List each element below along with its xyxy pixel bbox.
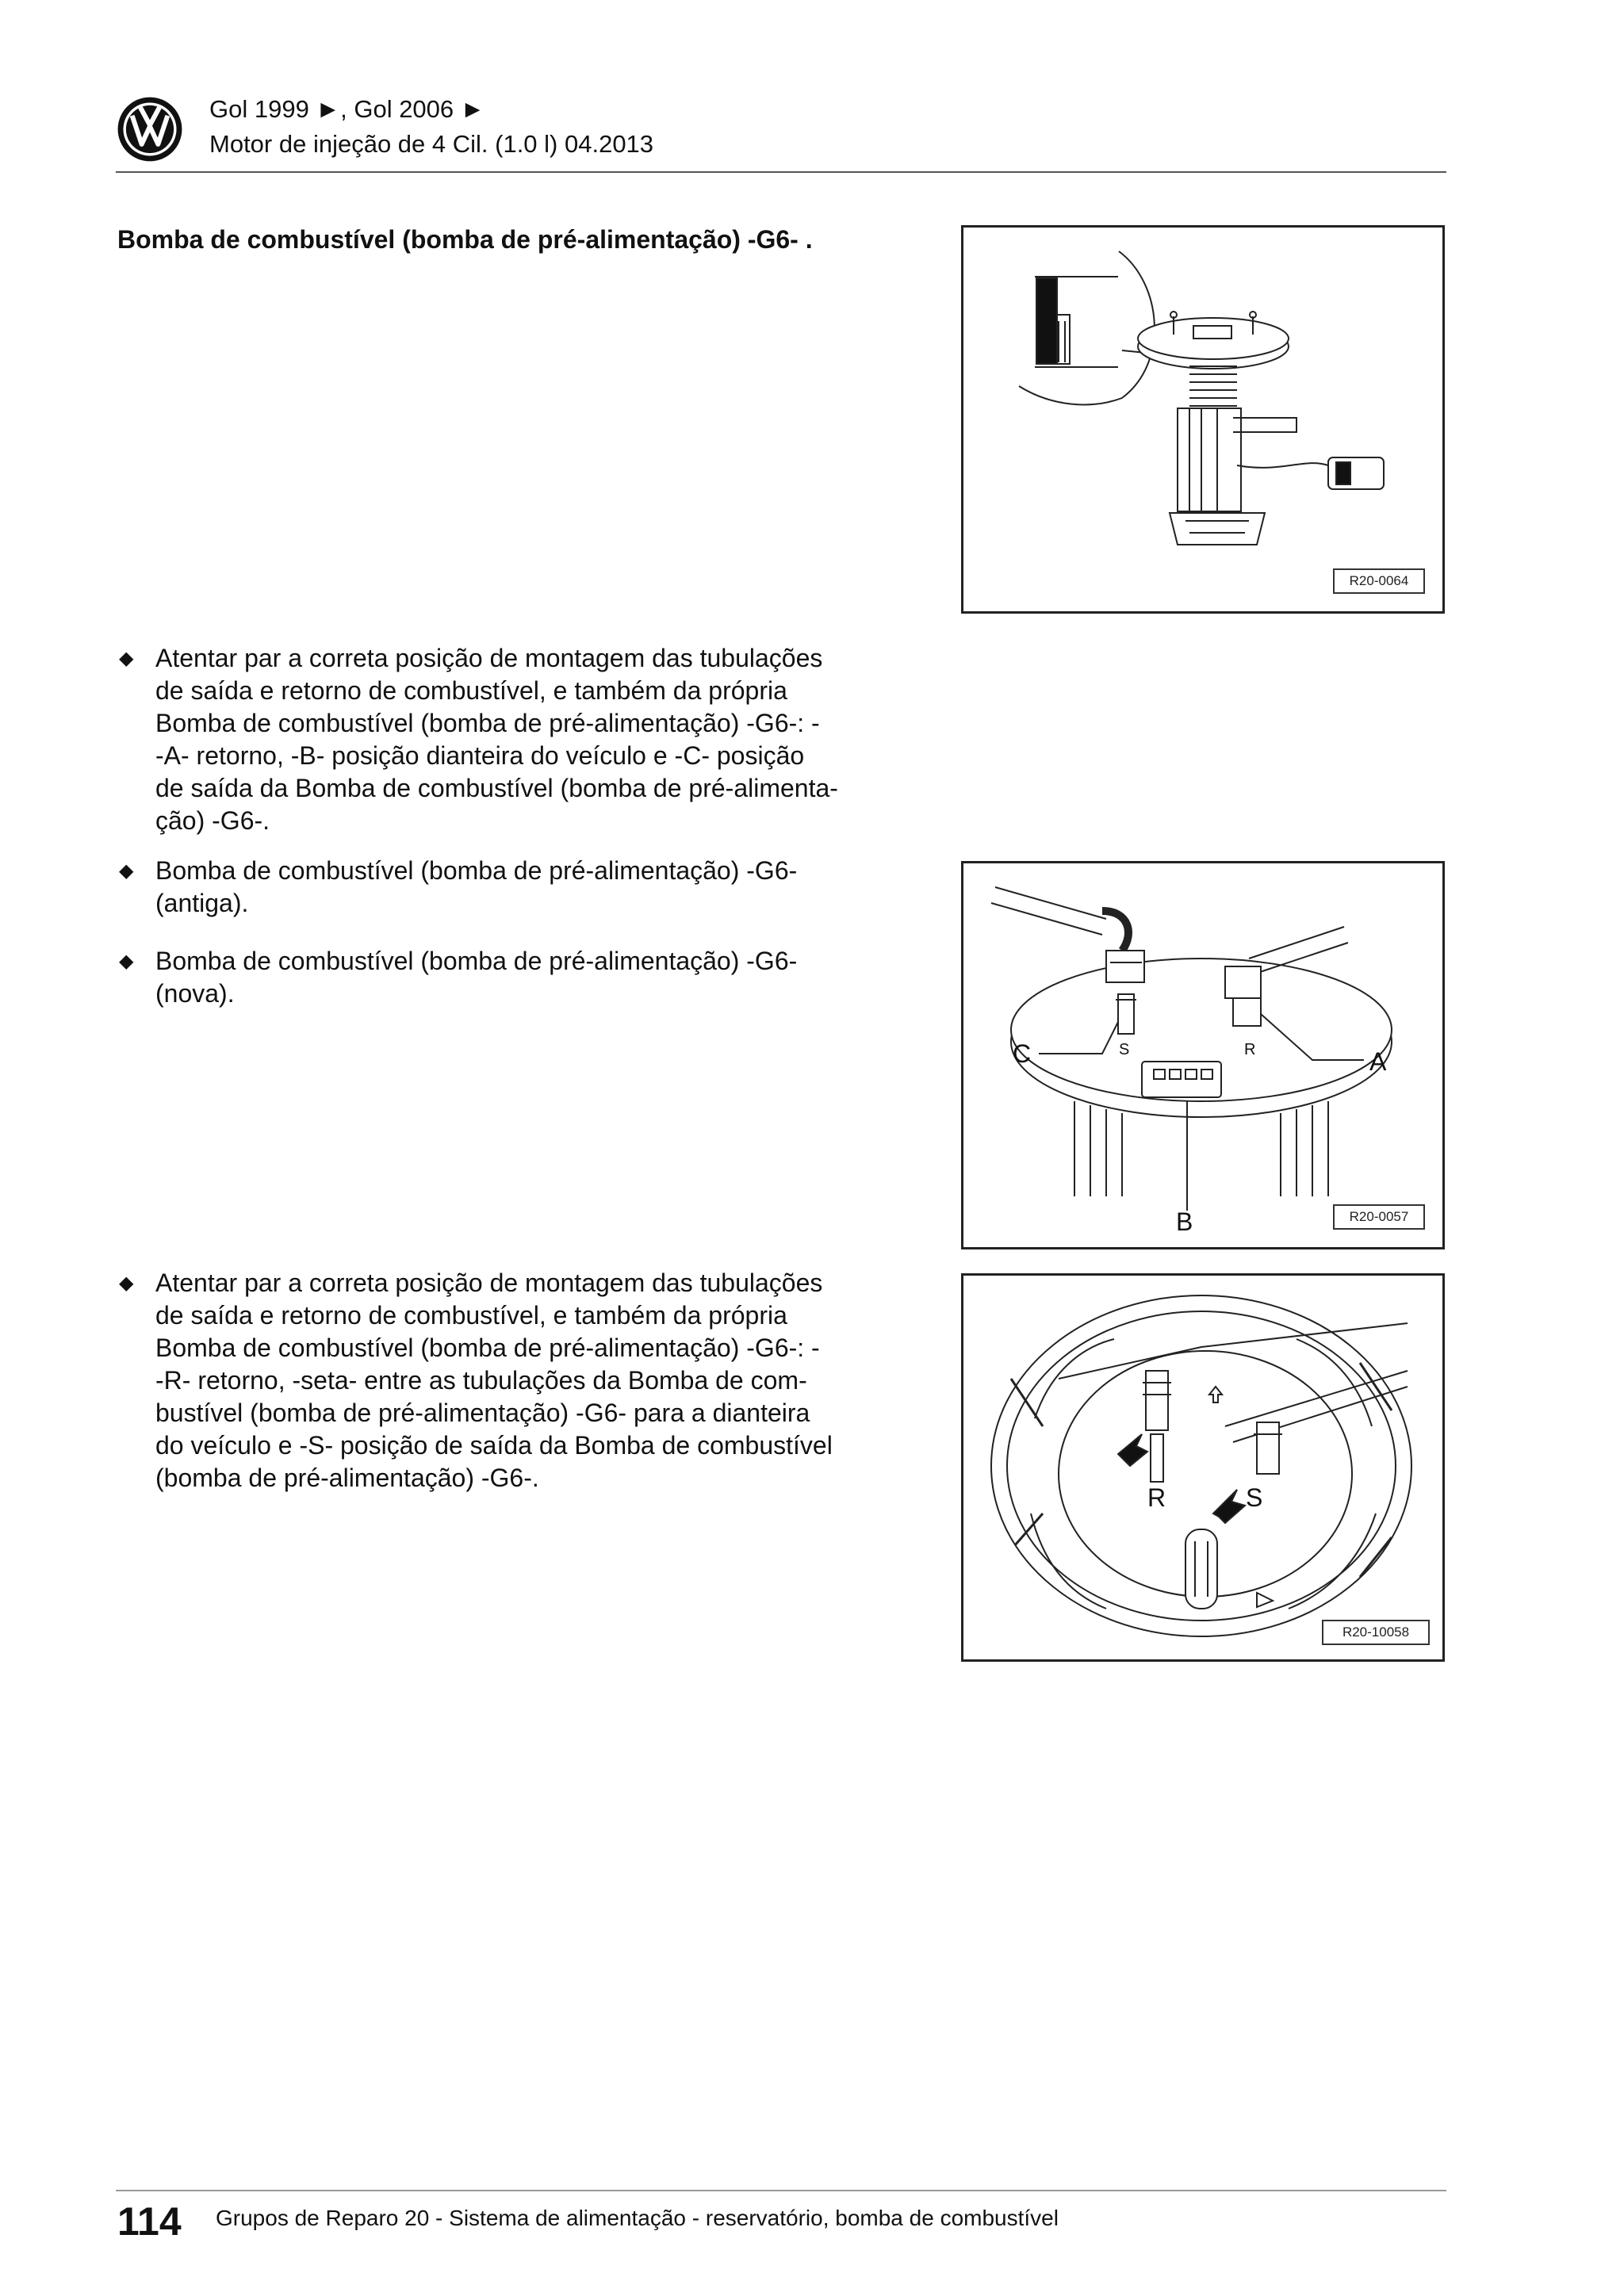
label-r: R	[1244, 1041, 1256, 1058]
figure-pump-assembly	[961, 225, 1445, 614]
footer-divider	[116, 2190, 1446, 2191]
figure-code: R20-0064	[1333, 568, 1425, 594]
vw-logo-icon	[116, 95, 184, 163]
bullet-text: Atentar par a correta posição de montagem das tubulações de saída e retorno de combustível, e também da própria Bomba de combustível (bomba de pré-alimentação) -G6-: - -R- retorno, -seta- entre as tubulações da Bomba de com- bustível (bomba de pré-alimentação) -G6- para a dianteira do veículo e -S- posição de saída da Bomba de combustível (bomba de pré-alimentação) -G6-.	[155, 1269, 833, 1492]
footer-text: Grupos de Reparo 20 - Sistema de alimentação - reservatório, bomba de combustível	[216, 2206, 1059, 2230]
label-b: B	[1176, 1207, 1193, 1236]
header-engine: Motor de injeção de 4 Cil. (1.0 l) 04.2013	[209, 130, 654, 158]
diamond-bullet-icon: ◆	[119, 951, 134, 972]
diamond-bullet-icon: ◆	[119, 1272, 134, 1294]
label-a: A	[1369, 1047, 1387, 1076]
label-c: C	[1013, 1039, 1032, 1068]
label-s: S	[1119, 1041, 1130, 1058]
page-title: Bomba de combustível (bomba de pré-alimentação) -G6- .	[117, 225, 813, 254]
bullet-text: Bomba de combustível (bomba de pré-alimentação) -G6- (nova).	[155, 947, 798, 1008]
new-pump-illustration	[963, 1276, 1442, 1659]
figure-code: R20-0057	[1333, 1204, 1425, 1230]
figure-code: R20-10058	[1322, 1620, 1430, 1645]
header-model: Gol 1999 ►, Gol 2006 ►	[209, 95, 485, 123]
bullet-text: Atentar par a correta posição de montagem das tubulações de saída e retorno de combustível, e também da própria Bomba de combustível (bomba de pré-alimentação) -G6-: - -A- retorno, -B- posição dianteira do veículo e -C- posição de saída da Bomba de combustível (bomba de pré-alimenta- ção) -G6-.	[155, 644, 838, 835]
bullet-text: Bomba de combustível (bomba de pré-alimentação) -G6- (antiga).	[155, 856, 798, 917]
figure-new-pump-connections	[961, 1273, 1445, 1662]
label-r: R	[1147, 1483, 1166, 1512]
pump-assembly-illustration	[963, 228, 1442, 611]
figure-old-pump-connections	[961, 861, 1445, 1249]
label-s: S	[1246, 1483, 1263, 1512]
diamond-bullet-icon: ◆	[119, 648, 134, 669]
diamond-bullet-icon: ◆	[119, 860, 134, 882]
page-number: 114	[117, 2199, 182, 2244]
header-divider	[116, 171, 1446, 173]
